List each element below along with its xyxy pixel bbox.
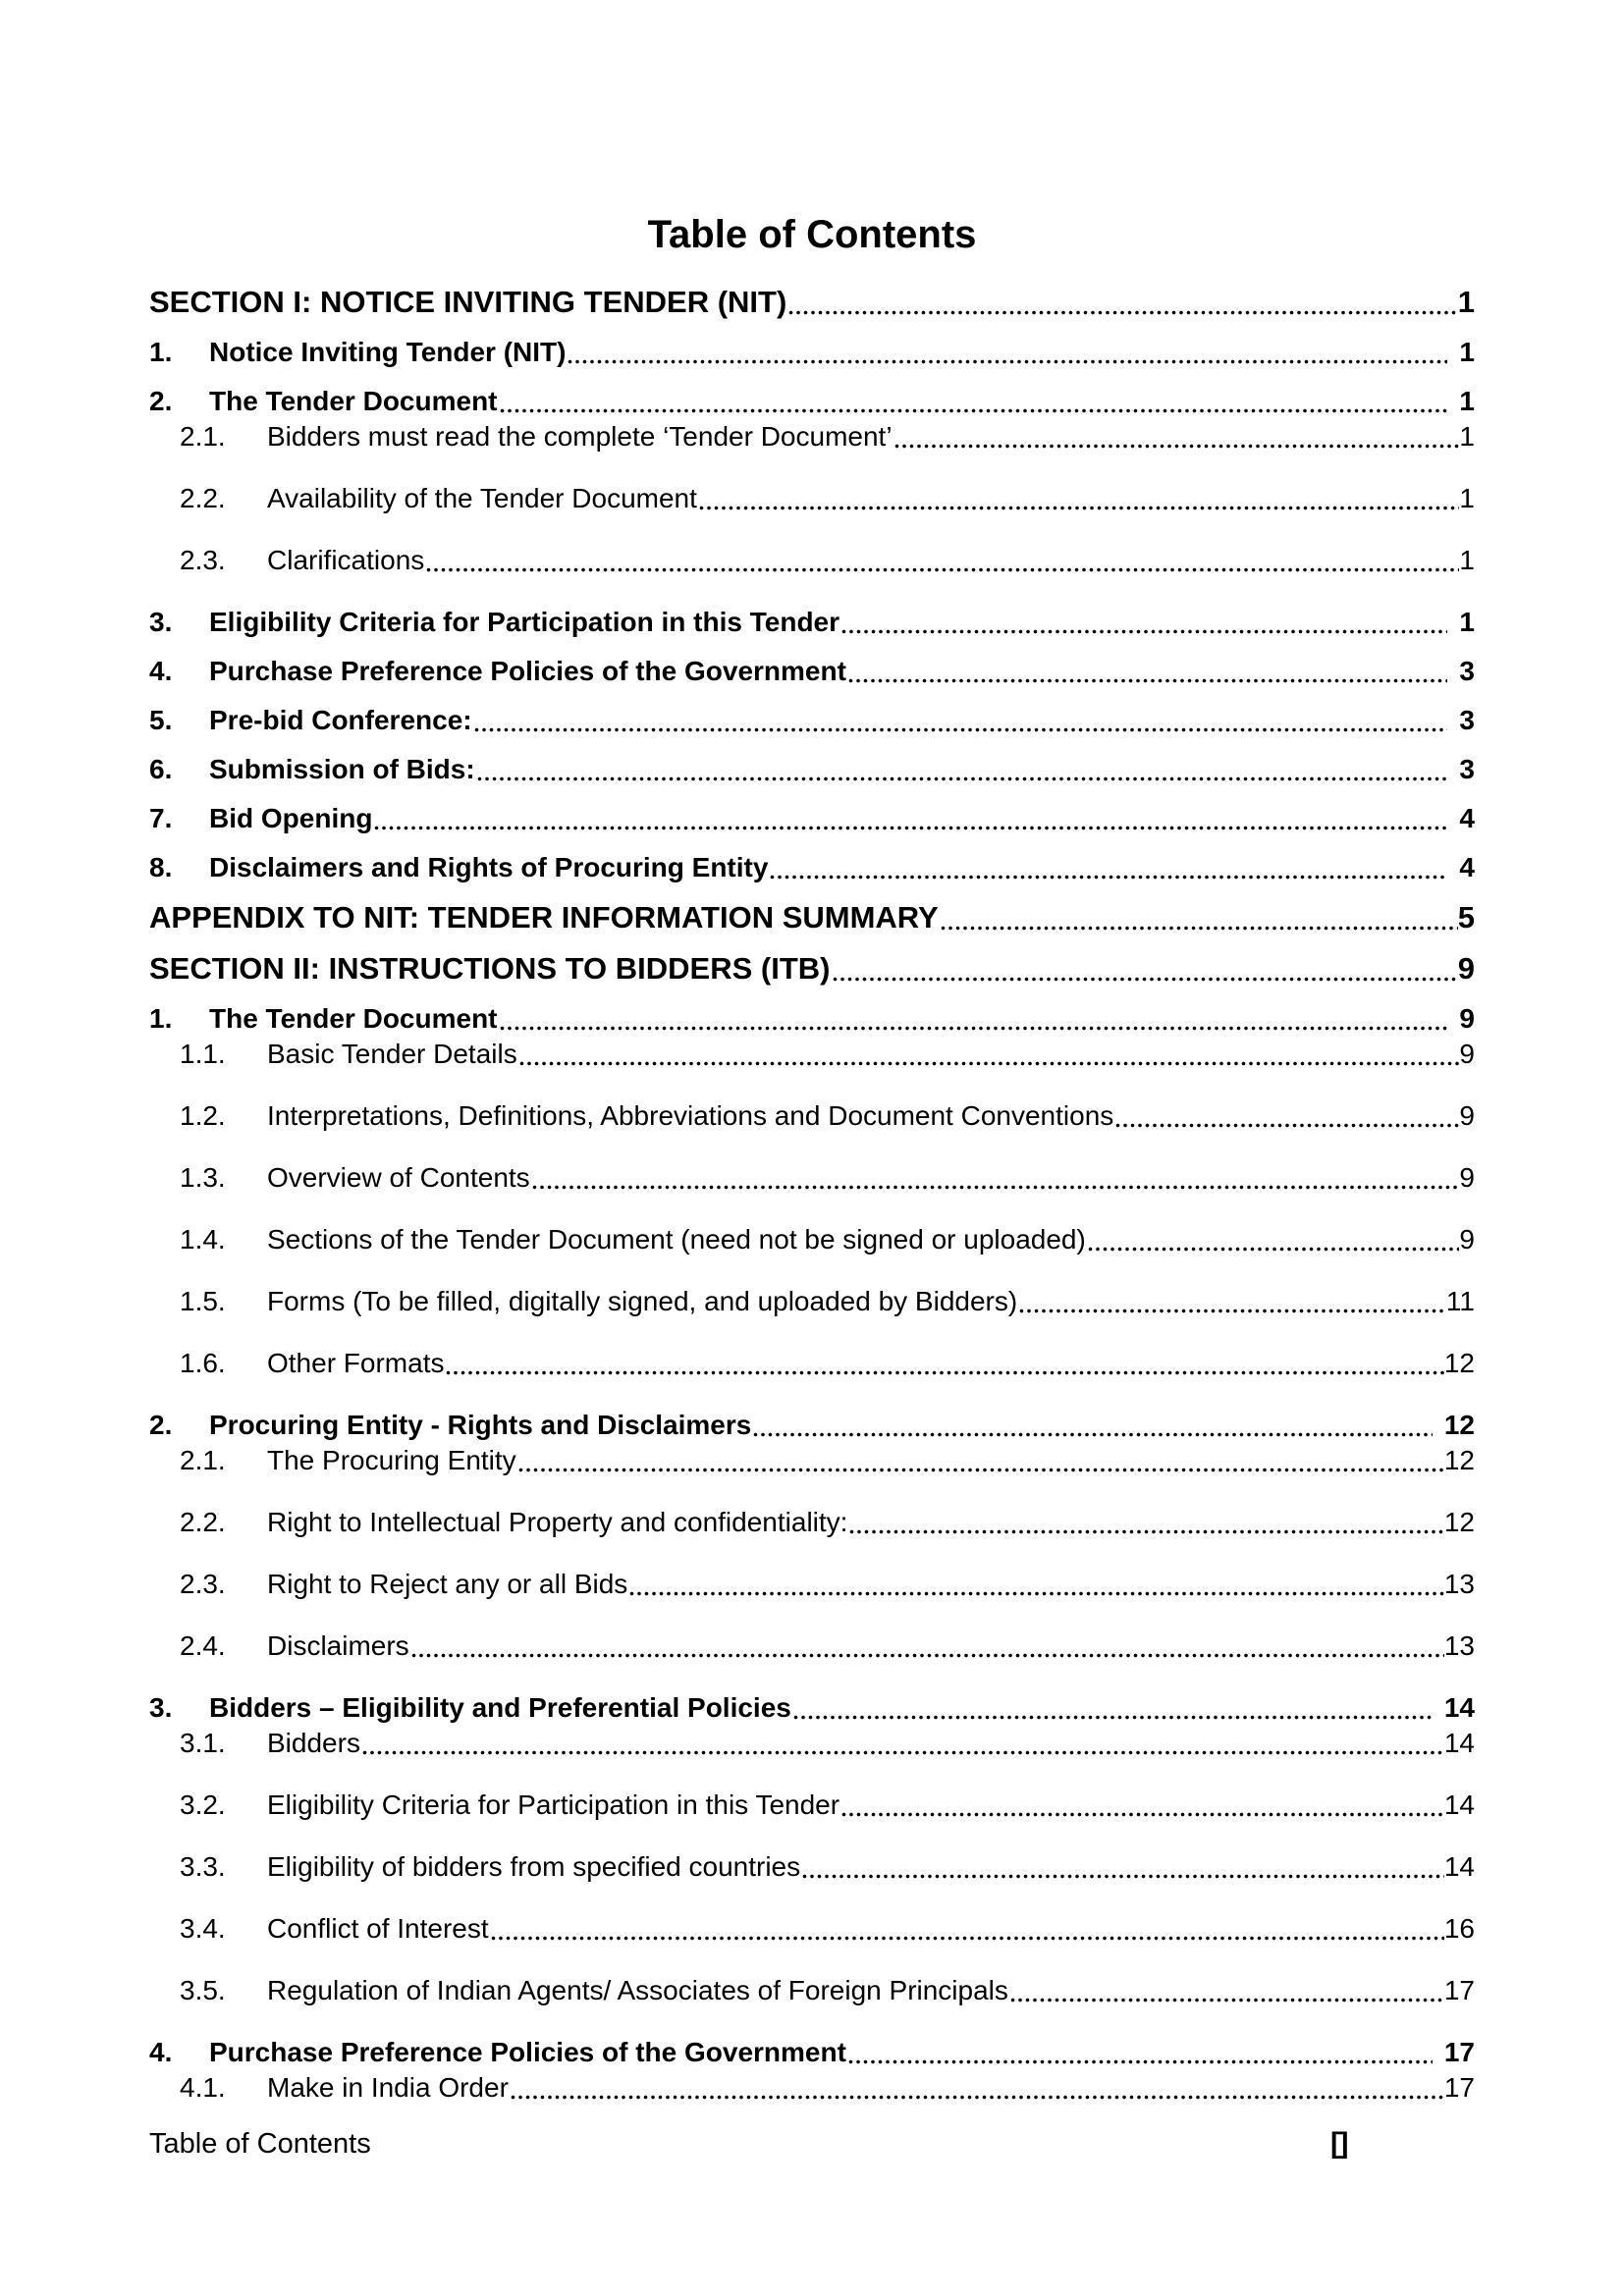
footer-title: Table of Contents bbox=[149, 2128, 371, 2160]
toc-entry-number: 2.3. bbox=[180, 545, 226, 575]
toc-entry-label: Clarifications bbox=[267, 545, 425, 575]
toc-entry-page: 14 bbox=[1443, 1789, 1475, 1820]
dot-leader bbox=[477, 776, 1448, 781]
toc-entry-label: Bidders must read the complete ‘Tender Document’ bbox=[267, 421, 893, 452]
toc-entry-number: 4.1. bbox=[180, 2072, 226, 2103]
toc-entry[interactable] bbox=[149, 384, 1475, 419]
toc-entry-label: Basic Tender Details bbox=[267, 1039, 517, 1069]
toc-entry[interactable] bbox=[180, 1973, 1475, 2008]
toc-entry-label: Right to Reject any or all Bids bbox=[267, 1569, 628, 1599]
dot-leader bbox=[362, 1750, 1444, 1755]
toc-entry[interactable] bbox=[180, 1160, 1475, 1196]
toc-entry[interactable] bbox=[180, 481, 1475, 516]
toc-entry-page: 9 bbox=[1459, 1100, 1475, 1131]
toc-entry[interactable] bbox=[180, 1222, 1475, 1257]
toc-entry-number: 3.1. bbox=[180, 1728, 226, 1758]
toc-entry-number: 6. bbox=[149, 754, 173, 784]
toc-entry-label: Submission of Bids: bbox=[209, 754, 475, 784]
dot-leader bbox=[841, 1812, 1444, 1817]
toc-entry[interactable] bbox=[180, 1443, 1475, 1478]
dot-leader bbox=[474, 727, 1448, 732]
toc-entry-number: 3.2. bbox=[180, 1789, 226, 1820]
dot-leader bbox=[1019, 1308, 1446, 1313]
toc-entry[interactable] bbox=[149, 850, 1475, 885]
dot-leader bbox=[802, 1874, 1444, 1879]
toc-entry-label: Regulation of Indian Agents/ Associates of Foreign Principals bbox=[267, 1975, 1008, 2005]
toc-entry-page: 12 bbox=[1443, 1348, 1475, 1378]
toc-entry-number: 5. bbox=[149, 705, 173, 735]
toc-entry-page: 12 bbox=[1443, 1445, 1475, 1475]
dot-leader bbox=[770, 875, 1447, 880]
toc-entry-number: 3.5. bbox=[180, 1975, 226, 2005]
toc-entry-label: APPENDIX TO NIT: TENDER INFORMATION SUMMARY bbox=[149, 900, 939, 934]
dot-leader bbox=[511, 2095, 1444, 2100]
dot-leader bbox=[788, 310, 1457, 315]
toc-entry-label: Eligibility Criteria for Participation in this Tender bbox=[209, 607, 840, 637]
toc-entry-number: 7. bbox=[149, 803, 173, 833]
toc-entry-label: Purchase Preference Policies of the Government bbox=[209, 656, 846, 686]
toc-entry[interactable] bbox=[149, 949, 1475, 988]
toc-entry[interactable] bbox=[180, 2070, 1475, 2106]
toc-entry-label: Bid Opening bbox=[209, 803, 373, 833]
dot-leader bbox=[426, 567, 1459, 572]
toc-entry-label: Other Formats bbox=[267, 1348, 445, 1378]
toc-entry-label: Right to Intellectual Property and confidentiality: bbox=[267, 1507, 848, 1537]
toc-entry-number: 2.1. bbox=[180, 1445, 226, 1475]
dot-leader bbox=[848, 2059, 1433, 2064]
dot-leader bbox=[532, 1185, 1460, 1190]
toc-entry-number: 4. bbox=[149, 2037, 173, 2067]
page-footer bbox=[149, 2127, 1475, 2161]
toc-entry-page: 1 bbox=[1457, 285, 1475, 319]
toc-entry[interactable] bbox=[180, 1629, 1475, 1664]
toc-entry-page: 12 bbox=[1443, 1410, 1475, 1440]
toc-entry-number: 8. bbox=[149, 852, 173, 882]
dot-leader bbox=[848, 678, 1448, 683]
toc-entry-page: 14 bbox=[1443, 1692, 1475, 1723]
toc-entry-number: 1. bbox=[149, 337, 173, 367]
toc-entry-page: 1 bbox=[1459, 483, 1475, 513]
toc-entry-number: 3. bbox=[149, 1692, 173, 1723]
toc-entry-page: 4 bbox=[1459, 803, 1475, 833]
toc-entry-label: The Tender Document bbox=[209, 386, 498, 416]
toc-entry[interactable] bbox=[180, 543, 1475, 578]
dot-leader bbox=[446, 1370, 1443, 1375]
toc-entry[interactable] bbox=[180, 1726, 1475, 1761]
toc-entry-page: 11 bbox=[1445, 1286, 1475, 1316]
toc-entry-page: 3 bbox=[1459, 705, 1475, 735]
toc-entry-label: Availability of the Tender Document bbox=[267, 483, 697, 513]
toc-list bbox=[149, 283, 1475, 2106]
dot-leader bbox=[699, 506, 1460, 510]
toc-entry-number: 2. bbox=[149, 1410, 173, 1440]
toc-entry[interactable] bbox=[180, 1788, 1475, 1823]
toc-entry-number: 2.2. bbox=[180, 1507, 226, 1537]
toc-entry[interactable] bbox=[180, 1849, 1475, 1885]
toc-entry[interactable] bbox=[149, 801, 1475, 836]
toc-entry-number: 4. bbox=[149, 656, 173, 686]
toc-entry-label: Make in India Order bbox=[267, 2072, 509, 2103]
toc-entry-label: The Tender Document bbox=[209, 1003, 498, 1034]
toc-entry[interactable] bbox=[180, 1911, 1475, 1947]
toc-entry-label: Interpretations, Definitions, Abbreviations and Document Conventions bbox=[267, 1100, 1114, 1131]
toc-entry-page: 14 bbox=[1443, 1728, 1475, 1758]
toc-entry-page: 3 bbox=[1459, 656, 1475, 686]
toc-entry-number: 2.3. bbox=[180, 1569, 226, 1599]
toc-entry-page: 13 bbox=[1443, 1569, 1475, 1599]
toc-entry-label: Bidders – Eligibility and Preferential Policies bbox=[209, 1692, 791, 1723]
toc-entry[interactable] bbox=[180, 1567, 1475, 1602]
toc-entry-page: 9 bbox=[1459, 1003, 1475, 1034]
toc-entry-page: 12 bbox=[1443, 1507, 1475, 1537]
toc-entry[interactable] bbox=[180, 1284, 1475, 1319]
toc-entry-number: 2.4. bbox=[180, 1630, 226, 1661]
toc-entry-number: 2.1. bbox=[180, 421, 226, 452]
toc-entry[interactable] bbox=[149, 335, 1475, 370]
toc-entry-number: 1. bbox=[149, 1003, 173, 1034]
dot-leader bbox=[629, 1591, 1444, 1596]
toc-entry-page: 5 bbox=[1457, 900, 1475, 934]
toc-entry[interactable] bbox=[180, 419, 1475, 454]
toc-entry[interactable] bbox=[180, 1037, 1475, 1072]
toc-entry-number: 1.6. bbox=[180, 1348, 226, 1378]
toc-entry[interactable] bbox=[149, 1690, 1475, 1726]
dot-leader bbox=[753, 1432, 1433, 1437]
toc-entry-number: 3. bbox=[149, 607, 173, 637]
toc-entry-label: Eligibility Criteria for Participation in this Tender bbox=[267, 1789, 840, 1820]
toc-entry[interactable] bbox=[149, 1001, 1475, 1037]
dot-leader bbox=[841, 629, 1447, 634]
toc-entry-number: 1.3. bbox=[180, 1162, 226, 1193]
dot-leader bbox=[1115, 1123, 1459, 1128]
dot-leader bbox=[491, 1936, 1444, 1941]
toc-entry-label: Disclaimers and Rights of Procuring Entity bbox=[209, 852, 769, 882]
toc-entry[interactable] bbox=[149, 898, 1475, 936]
toc-entry-label: Bidders bbox=[267, 1728, 360, 1758]
dot-leader bbox=[849, 1529, 1443, 1534]
toc-entry-label: Overview of Contents bbox=[267, 1162, 530, 1193]
toc-entry-page: 1 bbox=[1459, 545, 1475, 575]
toc-entry-page: 16 bbox=[1443, 1913, 1475, 1944]
toc-entry-page: 9 bbox=[1459, 1039, 1475, 1069]
dot-leader bbox=[518, 1468, 1444, 1472]
dot-leader bbox=[411, 1653, 1444, 1658]
toc-entry-label: SECTION II: INSTRUCTIONS TO BIDDERS (ITB) bbox=[149, 951, 831, 986]
toc-entry-label: Pre-bid Conference: bbox=[209, 705, 472, 735]
toc-entry-label: Purchase Preference Policies of the Government bbox=[209, 2037, 846, 2067]
dot-leader bbox=[519, 1061, 1460, 1066]
toc-entry[interactable] bbox=[149, 752, 1475, 787]
toc-entry-number: 2.2. bbox=[180, 483, 226, 513]
toc-entry-page: 17 bbox=[1443, 2037, 1475, 2067]
toc-entry-page: 17 bbox=[1443, 2072, 1475, 2103]
toc-entry[interactable] bbox=[180, 1505, 1475, 1540]
toc-entry-page: 1 bbox=[1459, 386, 1475, 416]
toc-entry-label: The Procuring Entity bbox=[267, 1445, 516, 1475]
toc-entry-page: 1 bbox=[1459, 607, 1475, 637]
dot-leader bbox=[500, 1026, 1448, 1031]
toc-entry[interactable] bbox=[149, 654, 1475, 689]
toc-entry-page: 1 bbox=[1459, 337, 1475, 367]
dot-leader bbox=[793, 1715, 1433, 1720]
toc-entry[interactable] bbox=[149, 703, 1475, 738]
toc-entry-number: 2. bbox=[149, 386, 173, 416]
toc-entry-label: SECTION I: NOTICE INVITING TENDER (NIT) bbox=[149, 285, 787, 319]
toc-entry-label: Notice Inviting Tender (NIT) bbox=[209, 337, 567, 367]
dot-leader bbox=[1088, 1247, 1460, 1252]
toc-entry-label: Forms (To be filled, digitally signed, and uploaded by Bidders) bbox=[267, 1286, 1018, 1316]
toc-entry[interactable] bbox=[149, 283, 1475, 321]
dot-leader bbox=[894, 444, 1460, 449]
page-number-field: [] bbox=[1330, 2127, 1347, 2160]
page-title: Table of Contents bbox=[647, 213, 977, 256]
toc-entry[interactable] bbox=[149, 605, 1475, 640]
toc-entry-number: 1.5. bbox=[180, 1286, 226, 1316]
toc-entry-page: 17 bbox=[1443, 1975, 1475, 2005]
toc-entry-label: Sections of the Tender Document (need not be signed or uploaded) bbox=[267, 1224, 1086, 1255]
toc-entry-page: 9 bbox=[1459, 1162, 1475, 1193]
toc-entry-page: 1 bbox=[1459, 421, 1475, 452]
toc-entry-page: 4 bbox=[1459, 852, 1475, 882]
dot-leader bbox=[941, 926, 1458, 931]
dot-leader bbox=[568, 359, 1447, 364]
toc-entry[interactable] bbox=[180, 1346, 1475, 1381]
toc-entry-number: 1.4. bbox=[180, 1224, 226, 1255]
toc-entry-page: 13 bbox=[1443, 1630, 1475, 1661]
toc-entry-label: Procuring Entity - Rights and Disclaimers bbox=[209, 1410, 752, 1440]
toc-entry-number: 3.3. bbox=[180, 1851, 226, 1882]
toc-entry-label: Eligibility of bidders from specified countries bbox=[267, 1851, 801, 1882]
toc-entry-number: 3.4. bbox=[180, 1913, 226, 1944]
toc-entry-label: Disclaimers bbox=[267, 1630, 409, 1661]
toc-entry[interactable] bbox=[149, 1408, 1475, 1443]
toc-entry-number: 1.2. bbox=[180, 1100, 226, 1131]
toc-entry[interactable] bbox=[149, 2035, 1475, 2070]
toc-entry-page: 9 bbox=[1457, 951, 1475, 986]
dot-leader bbox=[833, 977, 1458, 982]
toc-entry-label: Conflict of Interest bbox=[267, 1913, 489, 1944]
dot-leader bbox=[374, 826, 1447, 830]
toc-entry[interactable] bbox=[180, 1098, 1475, 1134]
dot-leader bbox=[500, 408, 1448, 413]
toc-entry-number: 1.1. bbox=[180, 1039, 226, 1069]
toc-entry-page: 9 bbox=[1459, 1224, 1475, 1255]
dot-leader bbox=[1010, 1998, 1444, 2002]
toc-entry-page: 3 bbox=[1459, 754, 1475, 784]
toc-entry-page: 14 bbox=[1443, 1851, 1475, 1882]
